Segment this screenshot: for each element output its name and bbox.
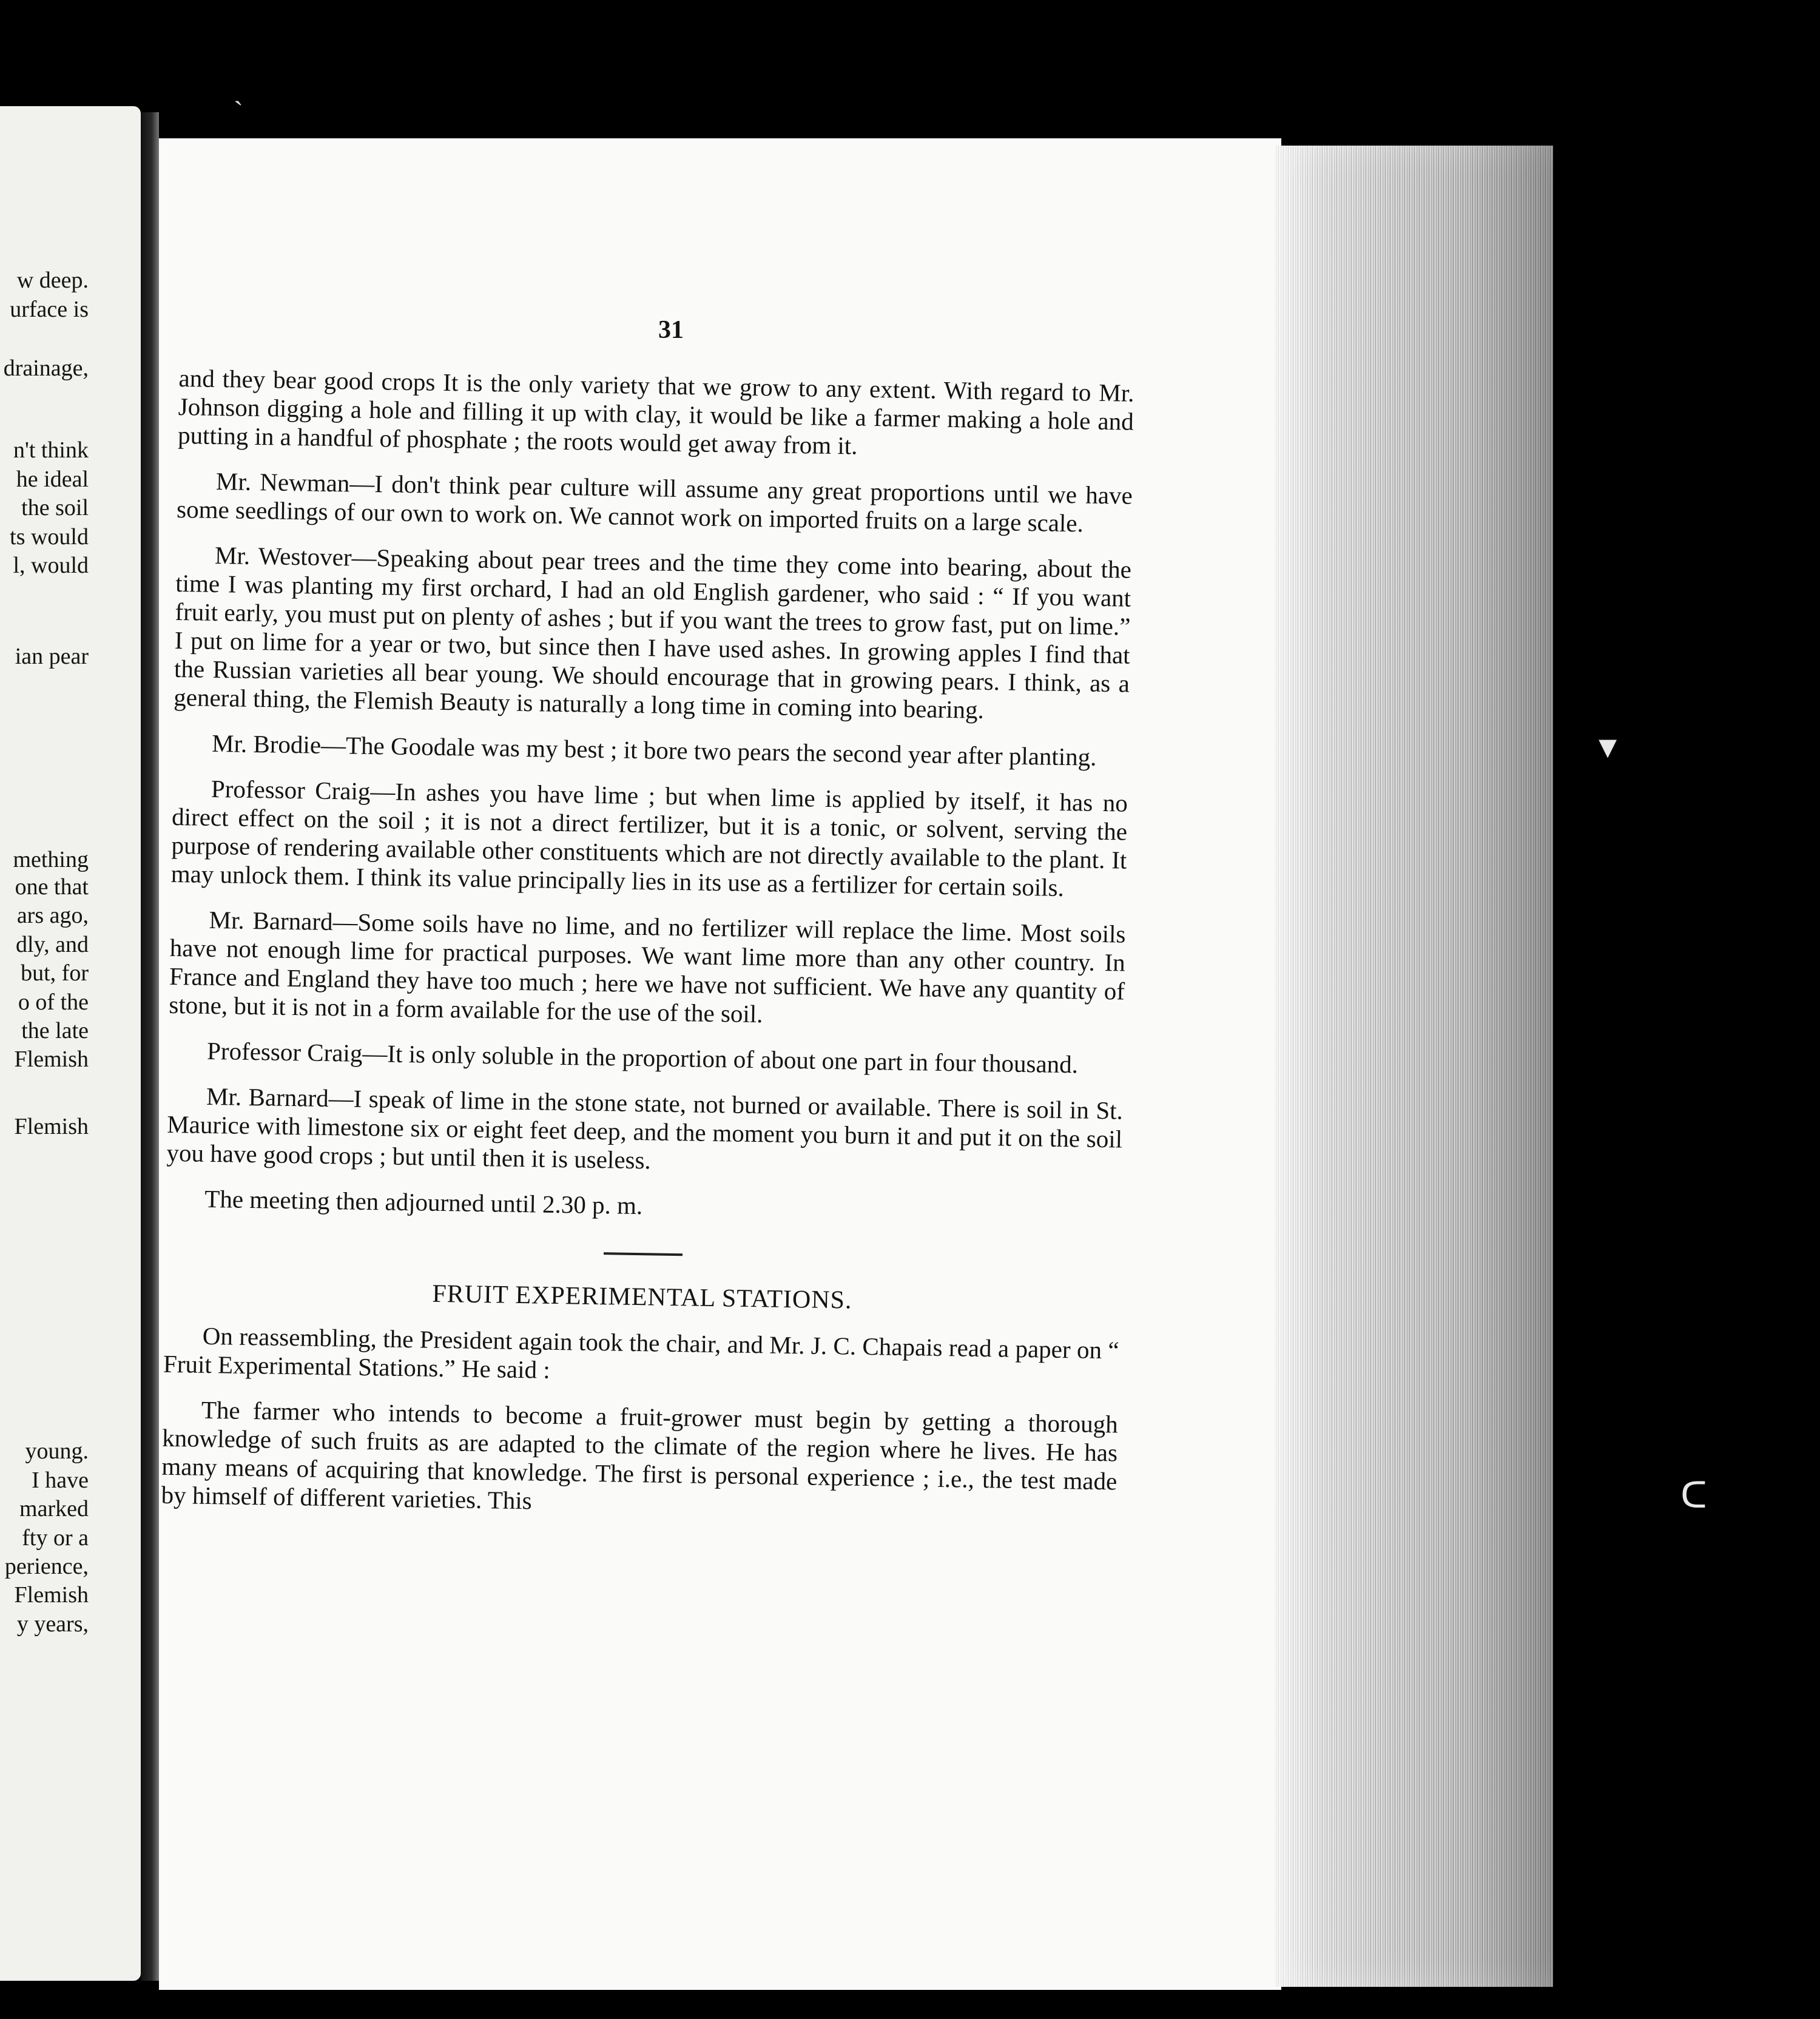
previous-page-line: Flemish: [14, 1582, 89, 1608]
paragraph-text: —In ashes you have lime ; but when lime is applied by itself, it has no direct effect on the soil ; it is not a direct fertilizer, but it is a tonic, or solvent, serving the purpose of rendering available other constituents which are not directly available to the plant. It may unlock them. I think its value principally lies in its use as a fertilizer for certain soils.: [170, 777, 1128, 902]
speaker-name: Professor Craig: [206, 1036, 363, 1067]
paragraph: [174, 541, 1131, 727]
paragraph: [170, 774, 1128, 903]
previous-page-line: ts would: [10, 524, 89, 550]
speaker-name: Mr. Newman: [215, 467, 350, 497]
previous-page-line: y years,: [16, 1611, 89, 1637]
previous-page-line: drainage,: [3, 356, 89, 381]
previous-page-line: n't think: [13, 437, 89, 463]
paragraph-text: —The Goodale was my best ; it bore two pears the second year after planting.: [320, 730, 1097, 771]
speaker-name: Mr. Brodie: [211, 729, 322, 759]
section-heading: FRUIT EXPERIMENTAL STATIONS.: [432, 1279, 852, 1315]
paragraph: [178, 364, 1134, 465]
previous-page-line: I have: [32, 1468, 89, 1493]
paragraph-text: The farmer who intends to become a fruit-grower must begin by getting a thorough knowledge of such fruits as are adapted to the climate of the region where he lives. He has many means of acquiring that knowledge. The first is personal experience ; i.e., the test made by himself of different varieties. This: [161, 1395, 1119, 1515]
speaker-name: Mr. Westover: [214, 541, 352, 571]
paragraph-text: —I don't think pear culture will assume any great proportions until we have some seedlings of our own to work on. We cannot work on imported fruits on a large scale.: [176, 469, 1133, 538]
scan-speck: ᑕ: [1680, 1475, 1707, 1515]
paragraph-text: The meeting then adjourned until 2.30 p. m.: [204, 1184, 643, 1220]
speaker-name: Mr. Barnard: [209, 905, 333, 936]
previous-page-line: o of the: [18, 989, 89, 1015]
previous-page-line: mething: [13, 847, 89, 872]
section-paragraph-list: [161, 1321, 1119, 1525]
paragraph: [166, 1082, 1123, 1182]
paragraph: [177, 467, 1133, 539]
paragraph-text: On reassembling, the President again took the chair, and Mr. J. C. Chapais read a paper on “ Fruit Experimental Stations.” He said :: [163, 1321, 1120, 1384]
paragraph: [168, 1036, 1124, 1080]
previous-page-line: w deep.: [16, 268, 89, 293]
paragraph-text: —I speak of lime in the stone state, not burned or available. There is soil in St. Maurice with limestone six or eight feet deep, and the moment you burn it and put it on the soil you have good crops ; but until then it is useless.: [166, 1084, 1124, 1175]
paragraph: [163, 1321, 1119, 1394]
paragraph-list: [166, 364, 1134, 1228]
paragraph: [161, 1395, 1118, 1525]
previous-page-line: but, for: [21, 960, 89, 986]
scan-speck: ▾: [1599, 726, 1617, 766]
previous-page-line: young.: [25, 1438, 89, 1464]
book-gutter: [141, 112, 159, 1981]
previous-page-line: ars ago,: [16, 903, 89, 928]
paragraph: [169, 905, 1126, 1034]
previous-page-line: ian pear: [15, 644, 89, 669]
previous-page-line: perience,: [4, 1554, 89, 1579]
speaker-name: Professor Craig: [211, 774, 371, 806]
previous-page-line: Flemish: [14, 1114, 89, 1139]
paragraph: [173, 729, 1129, 772]
paragraph-text: —Speaking about pear trees and the time they come into bearing, about the time I was planting my first orchard, I had an old English gardener, who said : “ If you want fruit early, you must put on plenty of ashes ; but if you want the trees to grow fast, put on lime.” I put on lime for a year or two, but since then I have used ashes. In growing apples I find that the Russian varieties all bear young. We should encourage that in growing pears. I think, as a general thing, the Flemish Beauty is naturally a long time in coming into bearing.: [174, 543, 1132, 724]
paragraph: [166, 1184, 1122, 1228]
previous-page-line: he ideal: [16, 467, 89, 492]
previous-page-line: marked: [19, 1496, 89, 1522]
previous-page-line: the soil: [21, 495, 89, 521]
previous-page-line: fty or a: [22, 1525, 89, 1551]
page-body: [161, 364, 1134, 1542]
previous-page-line: dly, and: [16, 932, 89, 957]
previous-page-line: urface is: [10, 297, 89, 322]
page-number: 31: [658, 316, 684, 344]
section-divider: [604, 1252, 682, 1256]
previous-page-line: one that: [15, 874, 89, 900]
paragraph-text: —Some soils have no lime, and no fertilizer will replace the lime. Most soils have not enough lime for practical purposes. We want lime more than any other country. In France and England they have too much ; here we have not sufficient. We have any quantity of stone, but it is not in a form available for the use of the soil.: [169, 908, 1126, 1028]
speaker-name: Mr. Barnard: [206, 1082, 329, 1113]
previous-page-line: l, would: [13, 553, 89, 578]
previous-page: [0, 106, 141, 1981]
page-edges: [1274, 146, 1553, 1987]
previous-page-line: the late: [21, 1018, 89, 1043]
paragraph-text: and they bear good crops It is the only variety that we grow to any extent. With regard to Mr. Johnson digging a hole and filling it up with clay, it would be like a farmer making a hole and putting in a handful of phosphate ; the roots would get away from it.: [177, 364, 1134, 460]
scan-speck: ˏ: [234, 73, 243, 106]
previous-page-line: Flemish: [14, 1047, 89, 1072]
paragraph-text: —It is only soluble in the proportion of about one part in four thousand.: [362, 1039, 1079, 1079]
